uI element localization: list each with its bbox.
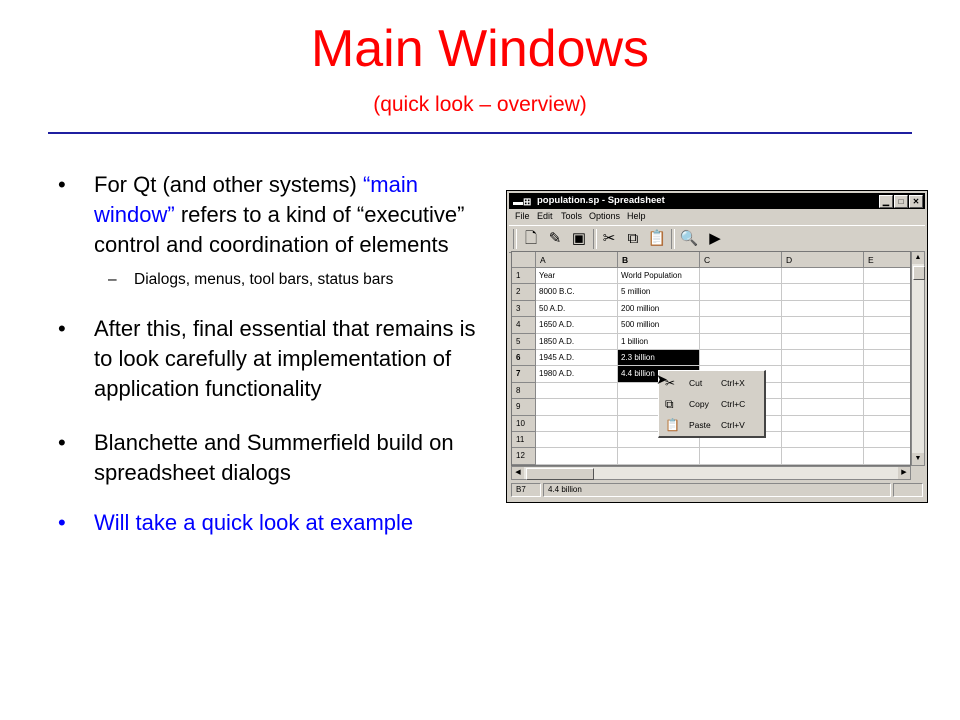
cell-e[interactable]	[864, 284, 911, 300]
cell-a[interactable]	[536, 432, 618, 448]
window-title: population.sp - Spreadsheet	[537, 195, 665, 206]
bullet-text-post: refers to a kind of “executive” control and coordination of elements	[94, 202, 465, 257]
cell-c[interactable]	[700, 334, 782, 350]
scroll-up-icon[interactable]: ▲	[912, 252, 924, 264]
column-header-c[interactable]: C	[700, 252, 782, 268]
cell-e[interactable]	[864, 350, 911, 366]
status-cell-location: B7	[511, 483, 541, 497]
sub-bullet-dash: –	[108, 271, 117, 288]
cell-d[interactable]	[782, 448, 864, 464]
cell-c[interactable]	[700, 268, 782, 284]
cell-a[interactable]: 8000 B.C.	[536, 284, 618, 300]
scissors-icon: ✂	[665, 376, 676, 390]
slide-subtitle: (quick look – overview)	[373, 93, 587, 116]
close-icon[interactable]: ✕	[909, 195, 923, 208]
bullet-dot: •	[58, 510, 66, 535]
context-menu-cut[interactable]	[663, 373, 761, 393]
goto-cell-icon[interactable]: ▶	[709, 230, 721, 247]
column-header-d[interactable]: D	[782, 252, 864, 268]
cell-d[interactable]	[782, 383, 864, 399]
vertical-scrollbar[interactable]	[911, 251, 925, 466]
row-header[interactable]: 12	[512, 448, 536, 464]
cell-c[interactable]	[700, 317, 782, 333]
menu-tools[interactable]: Tools	[561, 211, 583, 221]
paste-icon[interactable]: 📋	[647, 230, 667, 247]
paste-icon: 📋	[665, 418, 680, 432]
cell-c[interactable]	[700, 284, 782, 300]
title-rule	[48, 132, 912, 134]
copy-icon: ⧉	[665, 397, 674, 411]
cell-e[interactable]	[864, 268, 911, 284]
cell-e[interactable]	[864, 448, 911, 464]
toolbar-handle[interactable]	[513, 229, 517, 249]
cell-b[interactable]: 500 million	[618, 317, 700, 333]
cell-e[interactable]	[864, 383, 911, 399]
cell-a[interactable]: 1945 A.D.	[536, 350, 618, 366]
row-header[interactable]: 3	[512, 301, 536, 317]
context-menu-paste[interactable]	[663, 415, 761, 435]
minimize-icon[interactable]: ▁	[879, 195, 893, 208]
context-menu-label: Paste	[689, 420, 711, 430]
context-menu-copy[interactable]	[663, 394, 761, 414]
horizontal-scroll-thumb[interactable]	[526, 468, 594, 480]
bullet-text: Will take a quick look at example	[94, 510, 414, 535]
window-titlebar[interactable]	[509, 193, 925, 209]
cell-b[interactable]: 5 million	[618, 284, 700, 300]
cell-a[interactable]	[536, 383, 618, 399]
bullet-functionality	[58, 314, 498, 404]
cell-a[interactable]: 1850 A.D.	[536, 334, 618, 350]
row-header[interactable]: 6	[512, 350, 536, 366]
spreadsheet-window	[506, 190, 928, 503]
row-header[interactable]: 8	[512, 383, 536, 399]
horizontal-scrollbar[interactable]	[511, 466, 911, 480]
save-icon[interactable]: ▣	[571, 230, 587, 247]
toolbar	[509, 225, 925, 253]
row-header[interactable]: 2	[512, 284, 536, 300]
cell-b[interactable]: World Population	[618, 268, 700, 284]
sub-bullet-text: Dialogs, menus, tool bars, status bars	[134, 271, 394, 288]
cell-d[interactable]	[782, 432, 864, 448]
scroll-left-icon[interactable]: ◀	[512, 467, 524, 479]
cell-d[interactable]	[782, 268, 864, 284]
cell-d[interactable]	[782, 301, 864, 317]
cell-a[interactable]	[536, 416, 618, 432]
cut-icon[interactable]: ✂	[602, 230, 616, 247]
window-menu-icon[interactable]: ▬⊞	[513, 197, 532, 208]
bullet-text-pre: For Qt (and other systems)	[94, 172, 363, 197]
cell-b[interactable]: 1 billion	[618, 334, 700, 350]
menu-options[interactable]: Options	[589, 211, 621, 221]
cell-e[interactable]	[864, 399, 911, 415]
row-header[interactable]: 5	[512, 334, 536, 350]
context-menu	[658, 370, 766, 438]
context-menu-label: Cut	[689, 378, 703, 388]
menu-file[interactable]: File	[515, 211, 530, 221]
cell-e[interactable]	[864, 366, 911, 382]
bullet-main-window	[58, 170, 498, 260]
menu-bar	[509, 210, 925, 224]
row-header[interactable]: 10	[512, 416, 536, 432]
cell-d[interactable]	[782, 334, 864, 350]
cell-d[interactable]	[782, 284, 864, 300]
cell-d[interactable]	[782, 366, 864, 382]
toolbar-separator	[593, 229, 597, 249]
bullet-dot: •	[58, 316, 66, 341]
cell-d[interactable]	[782, 317, 864, 333]
row-header[interactable]: 11	[512, 432, 536, 448]
cell-e[interactable]	[864, 301, 911, 317]
cell-d[interactable]	[782, 416, 864, 432]
row-header[interactable]: 1	[512, 268, 536, 284]
slide-title: Main Windows	[310, 20, 650, 78]
bullet-highlight: “main window”	[94, 172, 418, 227]
scroll-down-icon[interactable]: ▼	[912, 453, 924, 465]
row-header[interactable]: 4	[512, 317, 536, 333]
cell-c[interactable]	[700, 350, 782, 366]
menu-help[interactable]: Help	[627, 211, 646, 221]
context-menu-label: Copy	[689, 399, 709, 409]
context-menu-shortcut: Ctrl+X	[721, 378, 745, 388]
cell-a[interactable]: 1650 A.D.	[536, 317, 618, 333]
bullet-dot: •	[58, 430, 66, 455]
bullet-dot: •	[58, 172, 66, 197]
cell-e[interactable]	[864, 416, 911, 432]
row-header[interactable]: 7	[512, 366, 536, 382]
copy-icon[interactable]: ⧉	[627, 230, 639, 247]
status-bar	[511, 483, 925, 498]
bullet-example	[58, 508, 498, 538]
status-formula: 4.4 billion	[543, 483, 891, 497]
corner-header[interactable]	[512, 252, 536, 268]
cell-b[interactable]	[618, 448, 700, 464]
sub-bullet-elements	[58, 268, 498, 292]
cell-a[interactable]	[536, 448, 618, 464]
cell-a[interactable]: 50 A.D.	[536, 301, 618, 317]
bullet-list	[58, 170, 498, 538]
bullet-text: Blanchette and Summerfield build on spreadsheet dialogs	[94, 430, 454, 485]
context-menu-shortcut: Ctrl+C	[721, 399, 746, 409]
menu-edit[interactable]: Edit	[537, 211, 553, 221]
status-extra	[893, 483, 923, 497]
cell-a[interactable]: 1980 A.D.	[536, 366, 618, 382]
vertical-scroll-thumb[interactable]	[913, 266, 925, 280]
bullet-text: After this, final essential that remains is to look carefully at implementation of application functionality	[94, 316, 476, 401]
cell-b[interactable]: 4.4 billion	[618, 366, 700, 382]
find-icon[interactable]: 🔍	[679, 230, 699, 247]
mouse-cursor-icon: ➤	[656, 371, 668, 387]
cell-e[interactable]	[864, 334, 911, 350]
cell-b[interactable]: 200 million	[618, 301, 700, 317]
new-file-icon[interactable]: 🗋	[524, 230, 538, 247]
row-header[interactable]: 9	[512, 399, 536, 415]
cell-c[interactable]	[700, 301, 782, 317]
cell-e[interactable]	[864, 432, 911, 448]
column-header-a[interactable]: A	[536, 252, 618, 268]
toolbar-separator	[671, 229, 675, 249]
open-file-icon[interactable]: ✎	[548, 230, 562, 247]
column-header-b[interactable]: B	[618, 252, 700, 268]
scroll-right-icon[interactable]: ▶	[898, 467, 910, 479]
column-header-e[interactable]: E	[864, 252, 911, 268]
maximize-icon[interactable]: □	[894, 195, 908, 208]
cell-a[interactable]	[536, 399, 618, 415]
cell-a[interactable]: Year	[536, 268, 618, 284]
cell-c[interactable]	[700, 448, 782, 464]
context-menu-shortcut: Ctrl+V	[721, 420, 745, 430]
cell-e[interactable]	[864, 317, 911, 333]
cell-d[interactable]	[782, 350, 864, 366]
cell-d[interactable]	[782, 399, 864, 415]
bullet-blanchette	[58, 428, 498, 488]
cell-b[interactable]: 2.3 billion	[618, 350, 700, 366]
